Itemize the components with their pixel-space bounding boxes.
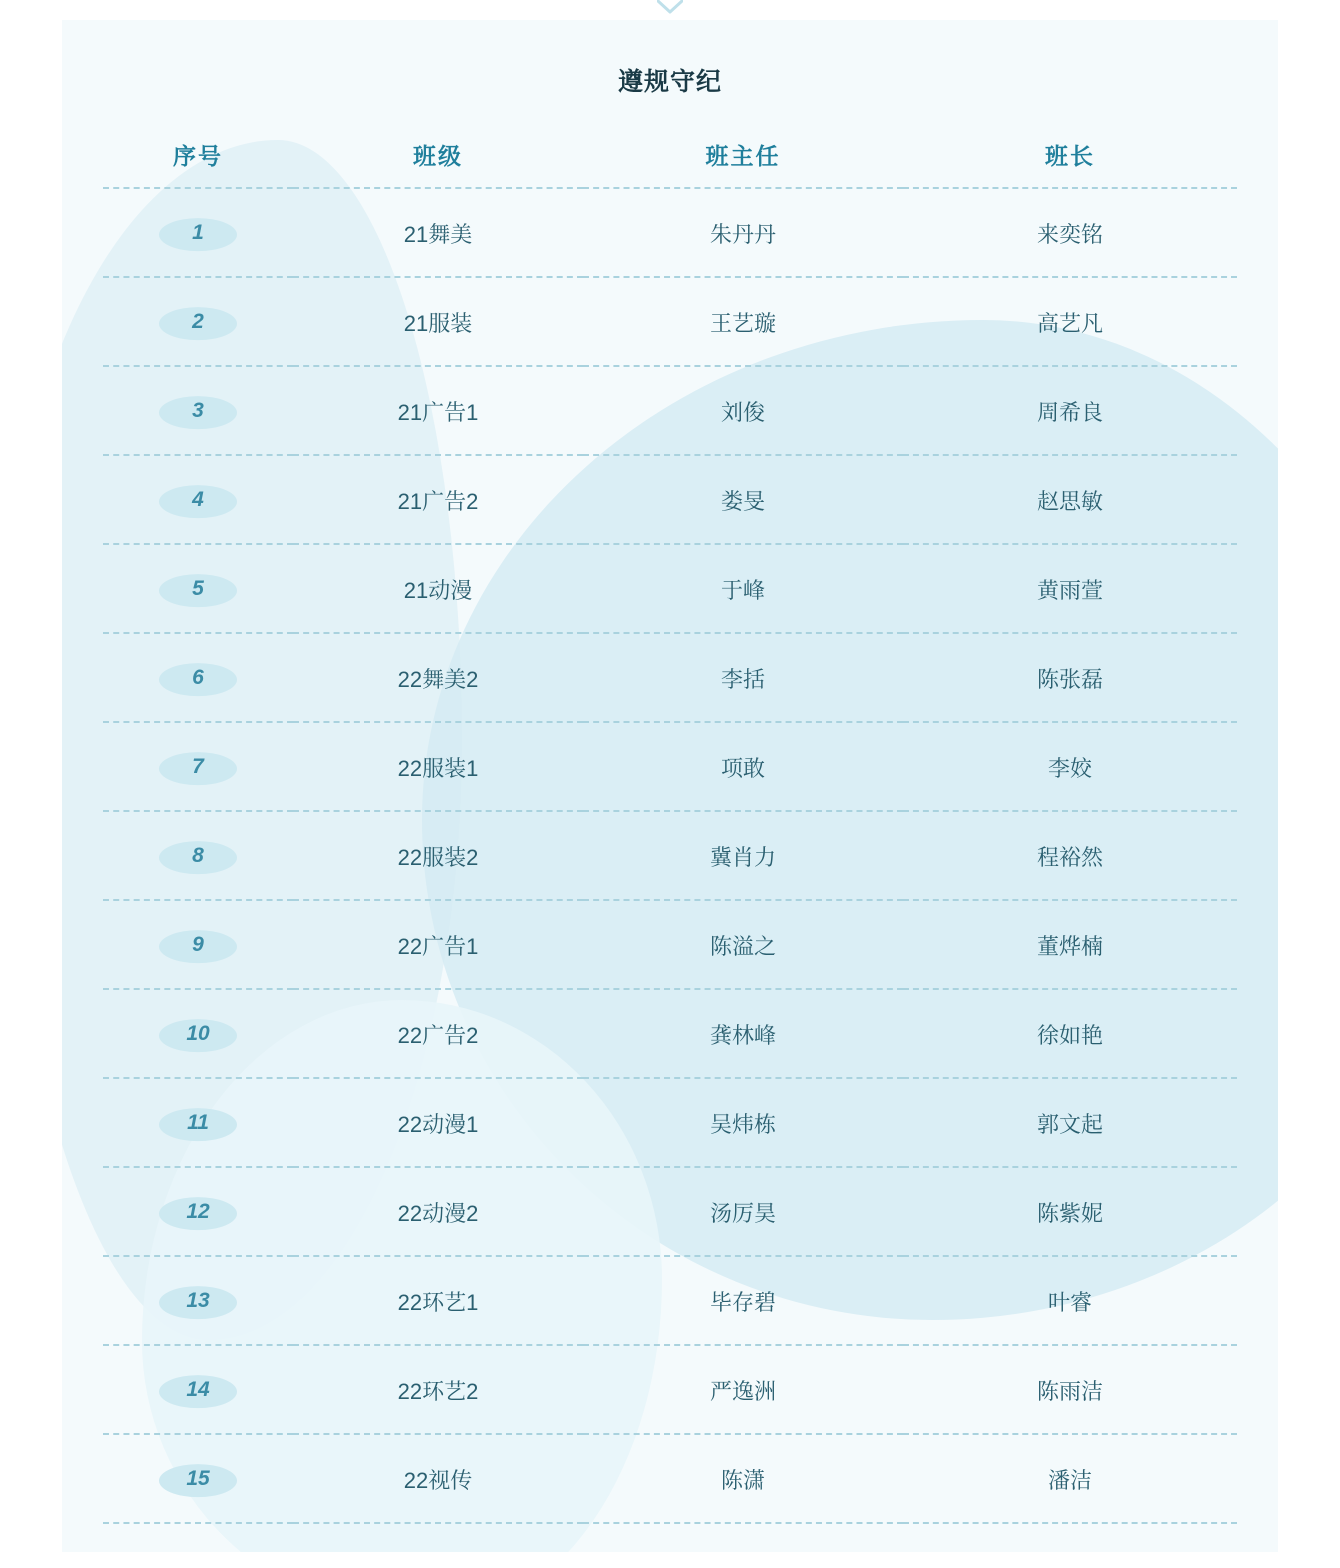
cell-head-teacher: 刘俊 [583, 366, 903, 455]
cell-index [103, 811, 293, 900]
table-row [103, 1078, 1237, 1167]
table-row [103, 722, 1237, 811]
cell-head-teacher: 朱丹丹 [583, 188, 903, 277]
index-badge: 14 [159, 1372, 237, 1408]
table-row [103, 1167, 1237, 1256]
column-header-monitor: 班长 [903, 132, 1237, 188]
table-body [103, 188, 1237, 1523]
cell-monitor: 高艺凡 [903, 277, 1237, 366]
cell-monitor: 陈紫妮 [903, 1167, 1237, 1256]
cell-index [103, 455, 293, 544]
cell-head-teacher: 陈溢之 [583, 900, 903, 989]
chevron-down-icon [657, 0, 683, 14]
table-row [103, 277, 1237, 366]
cell-index [103, 1167, 293, 1256]
cell-monitor: 董烨楠 [903, 900, 1237, 989]
cell-monitor: 来奕铭 [903, 188, 1237, 277]
column-header-head-teacher: 班主任 [583, 132, 903, 188]
table-row [103, 544, 1237, 633]
column-header-class: 班级 [293, 132, 583, 188]
cell-class: 22环艺2 [293, 1345, 583, 1434]
cell-class: 22服装1 [293, 722, 583, 811]
cell-index [103, 366, 293, 455]
cell-index [103, 722, 293, 811]
cell-monitor: 陈雨洁 [903, 1345, 1237, 1434]
table-row [103, 1434, 1237, 1523]
index-badge: 6 [159, 660, 237, 696]
table-row [103, 811, 1237, 900]
cell-head-teacher: 项敢 [583, 722, 903, 811]
table-row [103, 989, 1237, 1078]
cell-index [103, 1078, 293, 1167]
cell-head-teacher: 于峰 [583, 544, 903, 633]
cell-index [103, 989, 293, 1078]
cell-class: 21广告2 [293, 455, 583, 544]
index-badge: 2 [159, 304, 237, 340]
cell-head-teacher: 毕存碧 [583, 1256, 903, 1345]
cell-class: 22广告2 [293, 989, 583, 1078]
cell-monitor: 陈张磊 [903, 633, 1237, 722]
cell-class: 22服装2 [293, 811, 583, 900]
cell-monitor: 潘洁 [903, 1434, 1237, 1523]
cell-index [103, 1345, 293, 1434]
table-row [103, 455, 1237, 544]
index-badge: 13 [159, 1283, 237, 1319]
cell-monitor: 徐如艳 [903, 989, 1237, 1078]
table-row [103, 900, 1237, 989]
table-header [103, 132, 1237, 188]
cell-monitor: 郭文起 [903, 1078, 1237, 1167]
index-badge: 15 [159, 1461, 237, 1497]
table-row [103, 366, 1237, 455]
cell-class: 21动漫 [293, 544, 583, 633]
cell-monitor: 李姣 [903, 722, 1237, 811]
cell-monitor: 周希良 [903, 366, 1237, 455]
index-badge: 7 [159, 749, 237, 785]
cell-index [103, 544, 293, 633]
cell-monitor: 黄雨萱 [903, 544, 1237, 633]
table-row [103, 188, 1237, 277]
index-badge: 10 [159, 1016, 237, 1052]
cell-class: 22舞美2 [293, 633, 583, 722]
cell-head-teacher: 陈潇 [583, 1434, 903, 1523]
index-badge: 12 [159, 1194, 237, 1230]
cell-monitor: 叶睿 [903, 1256, 1237, 1345]
cell-index [103, 188, 293, 277]
index-badge: 1 [159, 215, 237, 251]
cell-class: 22视传 [293, 1434, 583, 1523]
cell-head-teacher: 汤厉昊 [583, 1167, 903, 1256]
cell-index [103, 633, 293, 722]
table-row [103, 1345, 1237, 1434]
cell-head-teacher: 王艺璇 [583, 277, 903, 366]
column-header-index: 序号 [103, 132, 293, 188]
cell-head-teacher: 娄旻 [583, 455, 903, 544]
index-badge: 3 [159, 393, 237, 429]
cell-index [103, 277, 293, 366]
cell-head-teacher: 吴炜栋 [583, 1078, 903, 1167]
cell-head-teacher: 冀肖力 [583, 811, 903, 900]
index-badge: 4 [159, 482, 237, 518]
cell-class: 21广告1 [293, 366, 583, 455]
index-badge: 9 [159, 927, 237, 963]
cell-class: 21服装 [293, 277, 583, 366]
cell-index [103, 1434, 293, 1523]
cell-index [103, 1256, 293, 1345]
cell-head-teacher: 龚林峰 [583, 989, 903, 1078]
cell-class: 22广告1 [293, 900, 583, 989]
cell-class: 22动漫1 [293, 1078, 583, 1167]
table-header-row [103, 132, 1237, 188]
table-row [103, 633, 1237, 722]
document-body [0, 62, 1340, 1524]
page-title: 遵规守纪 [617, 68, 722, 96]
cell-index [103, 900, 293, 989]
cell-class: 22动漫2 [293, 1167, 583, 1256]
cell-head-teacher: 严逸洲 [583, 1345, 903, 1434]
index-badge: 11 [159, 1105, 237, 1141]
cell-class: 21舞美 [293, 188, 583, 277]
cell-head-teacher: 李括 [583, 633, 903, 722]
roster-table [103, 132, 1237, 1524]
table-row [103, 1256, 1237, 1345]
index-badge: 8 [159, 838, 237, 874]
cell-monitor: 程裕然 [903, 811, 1237, 900]
cell-class: 22环艺1 [293, 1256, 583, 1345]
cell-monitor: 赵思敏 [903, 455, 1237, 544]
index-badge: 5 [159, 571, 237, 607]
